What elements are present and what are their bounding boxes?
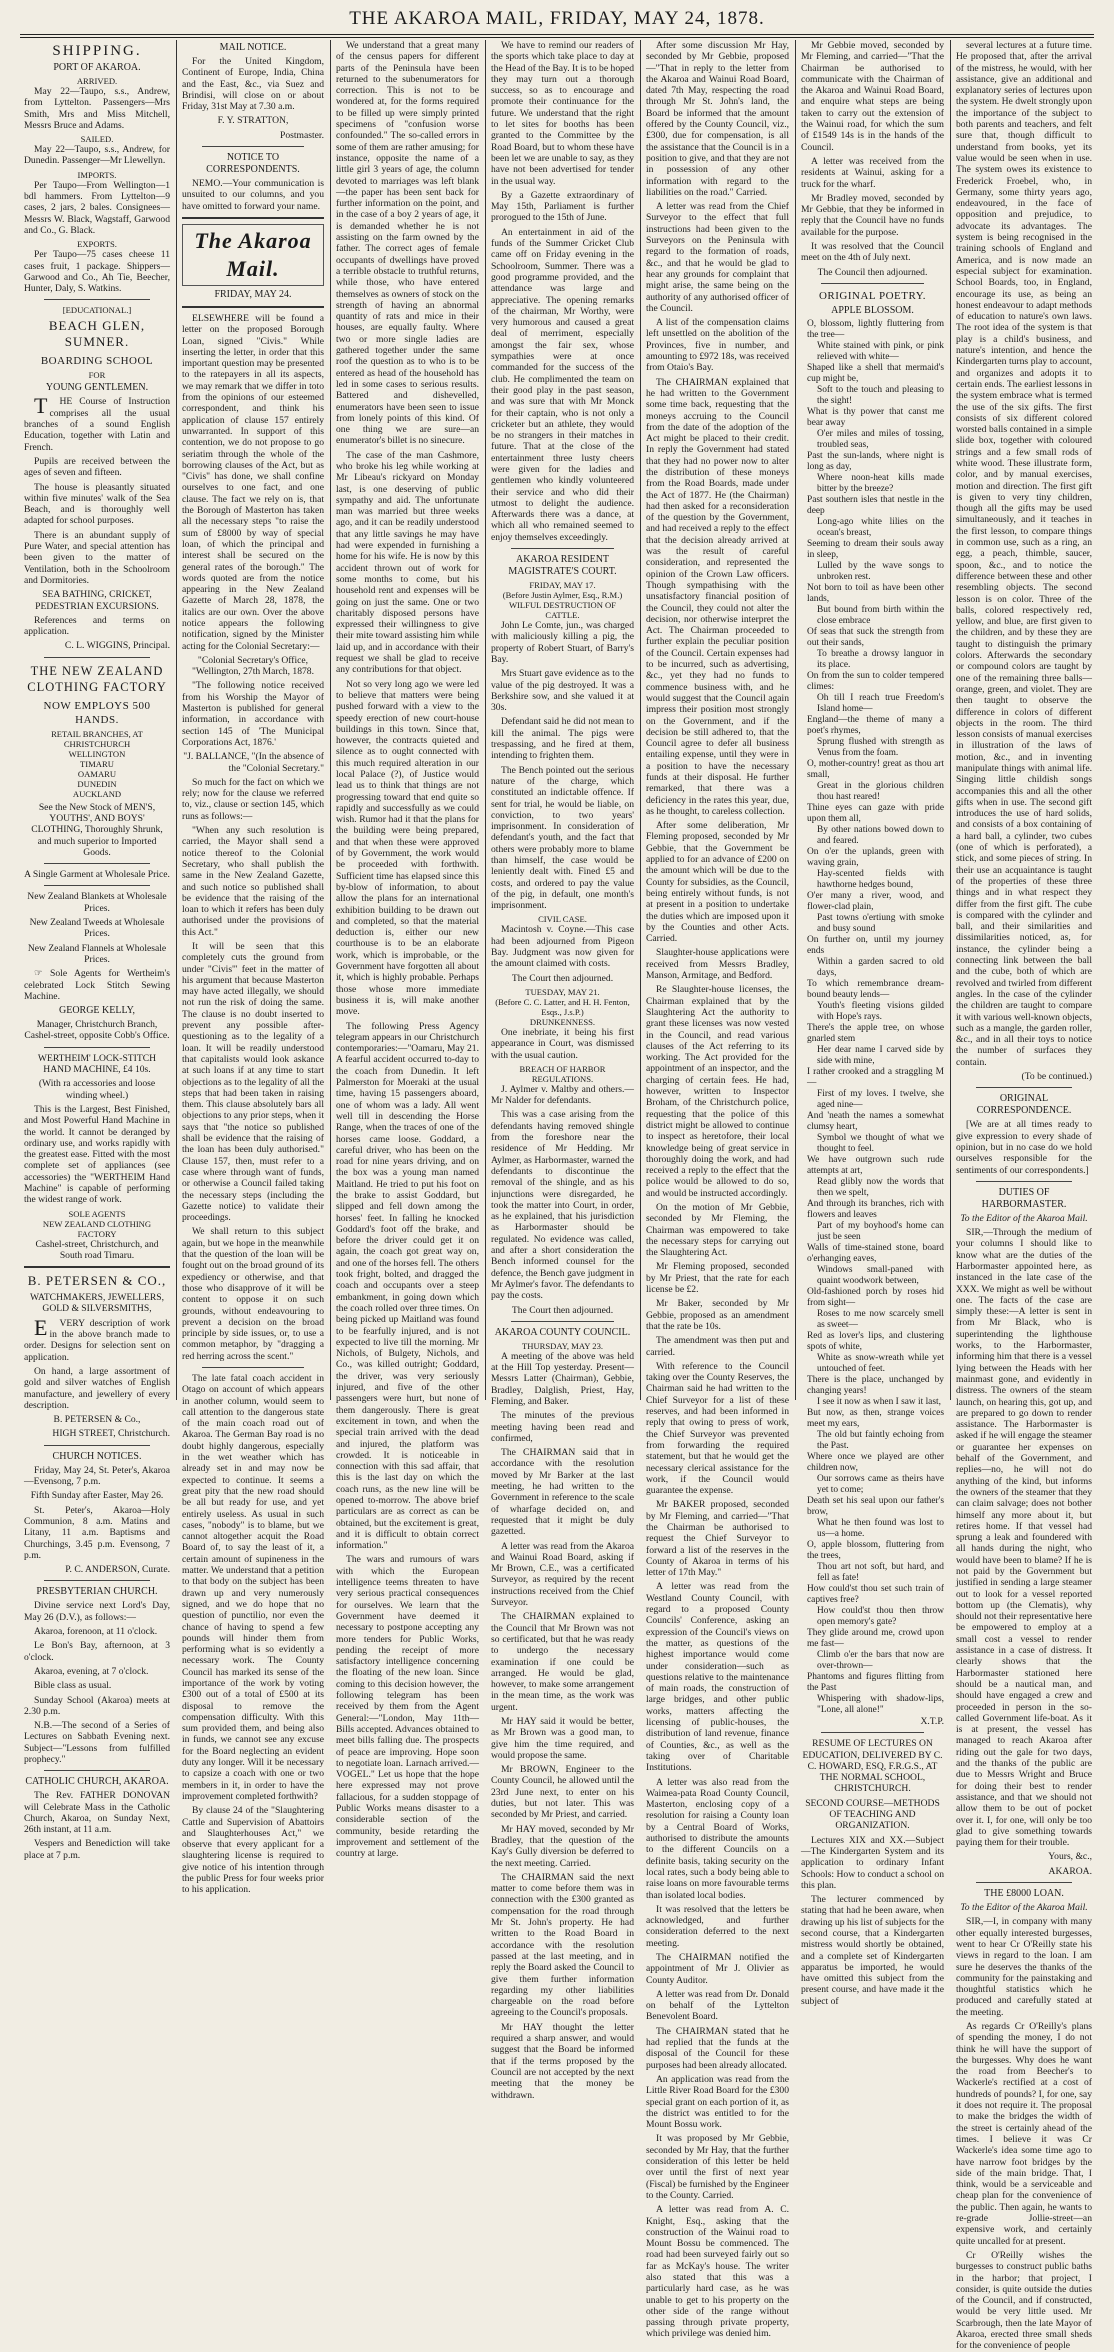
council-p: Mr Gebbie moved, seconded by Mr Fleming, and carried—"That the Chairman be authorised to communicate with the Chairman of the Akaroa and Wainui Road Board, and enquire what steps are being taken to carry out the extension of the Wainui road, for which the sum of £1549 14s is in the hands of the Council. [801, 40, 944, 153]
sole-agents: SOLE AGENTS [68, 1208, 126, 1219]
column-2 [182, 40, 324, 1896]
poem-line: To which remembrance dream-bound beauty lends— [807, 978, 944, 1000]
poem-line: England—the theme of many a poet's rhymes, [807, 714, 944, 736]
council-p: Mr BAKER proposed, seconded by Mr Fleming, and carried—"That the Chairman be authorised to request the Chief Surveyor to forward a list of the reserves in the County of Akaroa in terms of his letter of 17th May." [646, 1499, 789, 1579]
poem-line: Walls of time-stained stone, board o'erhanging eaves, [807, 1242, 944, 1264]
editorial-p: "J. BALLANCE, "(In the absence of the "Colonial Secretary." [183, 751, 324, 774]
poem-line: Her dear name I carved side by side with mine, [817, 1044, 944, 1066]
divider [44, 1445, 150, 1446]
council-p: The minutes of the previous meeting having been read and confirmed, [491, 1410, 634, 1444]
council-p: Mr Baker, seconded by Mr Gebbie, proposed as an amendment that the rate be 10s. [646, 1298, 789, 1332]
poem-line: O, mother-country! great as thou art small, [807, 758, 944, 780]
arrived-heading: ARRIVED. [76, 76, 118, 86]
council-p: A list of the compensation claims left unsettled on the abolition of the Provinces, five in number, and amounting to £972 18s, was received from Otaio's Bay. [646, 317, 789, 374]
council-p: Mr Bradley moved, seconded by Mr Gebbie, that they be informed in reply that the Council have no funds available for the purpose. [801, 192, 944, 238]
poem-line: I rather crooked and a straggling M— [807, 1066, 944, 1088]
petersen-p1: EVERY description of work in the above branch made to order. Designs for selection sent on application. [24, 1314, 170, 1363]
poem-line: Part of my boyhood's home can just be seen [817, 1220, 944, 1242]
church-title: CHURCH NOTICES. [52, 1450, 142, 1462]
news-p: We have to remind our readers of the sports which take place to day at the Head of the Bay. It is to be hoped they may turn out a thorough success, so as to encourage and promote their continuance for the future. We understand that the right to let sites for booths has been granted to the Committee by the Road Board, but to whom these have been let we are unable to say, as they have not been advertised for tender in the usual way. [491, 40, 634, 187]
poem-line: Youth's fleeting visions gilded with Hope's rays. [817, 1000, 944, 1022]
court-title: AKAROA RESIDENT MAGISTRATE'S COURT. [508, 554, 617, 578]
presby-p6: Sunday School (Akaroa) meets at 2.30 p.m. [24, 1694, 170, 1717]
council-p: The amendment was then put and carried. [646, 1335, 789, 1358]
news-p: The wars and rumours of wars with which the European intelligence teems threaten to have very serious practical consequences for ourselves. We learn that the Government have deemed it necessary to postpone accepting any more tenders for Public Works, pending the receipt of more satisfactory intelligence concerning the floating of the new loan. Since coming to this decision however, the following telegram has been received by them from the Agent General:—"London, May 11th—Bills accepted. Advances obtained to meet bills falling due. The prospects of peace are improving. Hope soon to negotiate loan. Larnach arrived.—VOGEL." Let us hope that the hope here expressed may not prove fallacious, for a sudden stoppage of Public Works means disaster to a considerable section of the community, beside retarding the improvement and settlement of the country at large. [336, 1554, 479, 1860]
loan-letter-p: SIR,—I, in company with many other equally interested burgesses, went to hear Cr O'Reilly state his views in regard to the loan. I am sure he deserves the thanks of the community for the painstaking and thoughtful statistics which he produced and carefully stated at the meeting. [956, 1916, 1092, 2018]
council-p: A letter was read from Dr. Donald on behalf of the Lyttelton Benevolent Board. [646, 1988, 789, 2023]
divider [44, 863, 150, 864]
wertheim-with: (With ra accessories and loose winding wheel.) [38, 1078, 156, 1101]
poem-line: How could'st thou set such train of captives free? [807, 1583, 944, 1605]
court-breach-p: J. Aylmer v. Maltby and others.—Mr Nalder for defendants. [491, 1083, 634, 1107]
school-sub: BOARDING SCHOOL [40, 355, 154, 368]
column-rule [640, 40, 641, 1400]
poem-line: There's the apple tree, on whose gnarled stem [807, 1022, 944, 1044]
loan-title: THE £8000 LOAN. [984, 1888, 1064, 1900]
poem-line: O'er miles and miles of tossing, troubled seas, [817, 428, 944, 450]
poem-line: O, blossom, lightly fluttering from the tree— [807, 318, 944, 340]
editorial-p: ELSEWHERE will be found a letter on the proposed Borough Loan, signed "Civis." While inserting the letter, in order that this important question may be presented to the ratepayers in all its aspects, we may remark that we differ in toto from the opinions of our esteemed correspondent, and think his application of clause 157 entirely unwarranted. In support of this contention, we do not propose to go seriatim through the whole of the borrowing clauses of the Act, but as "Civis" has done, we shall confine ourselves to one fact, and one clause. The fact we rely on is, that the Borough of Masterton has taken all the necessary steps "to raise the sum of £8000 by way of special loan, of which the principal and interest shall be secured on the general rates of the borough." The words quoted are from the notice appearing in the New Zealand Gazette of March 28, 1878, the italics are our own. Over the above notice appears the following notification, signed by the Minister acting for the Colonial Secretary:— [182, 312, 324, 652]
clothing-agents-text: Sole Agents for Wertheim's celebrated Lock Stitch Sewing Machine. [24, 968, 170, 1002]
shipping-heading: SHIPPING. [52, 43, 142, 59]
editorial-p: So much for the fact on which we rely; now for the clause we referred to, viz., clause or section 145, which runs as follows:— [182, 776, 324, 822]
court-p: Defendant said he did not mean to kill the animal. The pigs were trespassing, and he fired at them, intending to frighten them. [491, 716, 634, 762]
masthead-rule [20, 34, 1094, 35]
school-who: YOUNG GENTLEMEN. [45, 382, 149, 394]
clothing-see: See the New Stock of MEN'S, YOUTHS', AND BOYS' CLOTHING, Thoroughly Shrunk, and much superior to Imported Goods. [31, 801, 163, 858]
editorial-p: The late fatal coach accident in Otago on account of which appears in another column, would seem to call attention to the dangerous state of the main coach road out of Akaroa. The German Bay road is no doubt highly dangerous, especially in the wet weather which has already set in and may now be expected to continue. It seems a great pity that the new road should be all but ready for use, and yet entirely useless. As usual in such cases, "nobody" is to blame, but we cannot altogether acquit the Road Board of, to say the least of it, a certain amount of supineness in the matter. We understand that a petition to that body on the subject has been drawn up and very numerously signed, and we do hope that no question of punctilio, nor even the chance of having to spend a few pounds will hinder them from performing what is so evidently a necessary work. The County Council has marked its sense of the importance of the work by voting £300 out of a total of £500 at its disposal to remove the compensation difficulty. With this sum provided them, and being also in funds, we cannot see any excuse for the Board neglecting an evident duty any longer. Will it be necessary to capsize a coach with one or two members in it, in order to have the improvement completed forthwith? [182, 1372, 324, 1802]
court-p: The Bench pointed out the serious nature of the charge, which constituted an indictable offence. If sent for trial, he would be liable, on conviction, to two years' imprisonment. In consideration of defendant's youth, and the fact that others were probably more to blame than himself, the case would be leniently dealt with. Fined £5 and costs, and ordered to pay the value of the pig, in default, one month's imprisonment. [491, 764, 634, 912]
petersen-sub: WATCHMAKERS, JEWELLERS, GOLD & SILVERSMITHS, [29, 1292, 165, 1315]
church-p3: St. Peter's, Akaroa—Holy Communion, 8 a.m. Matins and Litany, 11 a.m. Baptisms and Churchings, 3.45 p.m. Evensong, 7 p.m. [24, 1504, 170, 1561]
presby-p2: Akaroa, forenoon, at 11 o'clock. [34, 1626, 158, 1638]
harbor-sign-2: AKAROA. [1048, 1865, 1092, 1877]
council-p: After some discussion Mr Hay, seconded by Mr Gebbie, proposed—"That in reply to the letter from the Akaroa and Wainui Road Board, dated 7th May, respecting the road through Mr St. John's land, the Board be informed that the amount offered by the County Council, viz., £300, due for compensation, is all the assistance that the Council is in a position to give, and that they are not in possession of any other information with regard to the liabilities on the road." Carried. [646, 40, 789, 198]
court-before-2: (Before C. C. Latter, and H. H. Fenton, Esqs., J.s.P.) [495, 996, 630, 1017]
masthead-rule-2 [20, 37, 1094, 38]
court-p: Macintosh v. Coyne.—This case had been adjourned from Pigeon Bay. Judgment was now given for the amount claimed with costs. [491, 924, 634, 970]
council-p: A letter was read from the Westland County Council, with regard to a proposed County Councils' Conference, asking an expression of the Council's views on the matter, as questions of the highest importance would come under consideration—such as questions relative to the maintenance of main roads, the construction of large bridges, and other public works, matters affecting the licensing of public-houses, the distribution of land revenue, finance of Counties, &c., as well as the taking over of Charitable Institutions. [646, 1581, 789, 1774]
poem-line: To breathe a drowsy languor in its place. [817, 648, 944, 670]
council-date: THURSDAY, MAY 23. [521, 1340, 604, 1351]
column-4 [491, 40, 634, 2101]
council-p: Mr BROWN, Engineer to the County Council, he allowed until the 23rd June next, to enter on his duties, but not later. This was seconded by Mr Priest, and carried. [491, 1764, 634, 1821]
correspondence-disclaimer: [We are at all times ready to give expression to every shade of opinion, but in no case do we hold ourselves responsible for the sentiments of our correspondents.] [956, 1119, 1092, 1176]
poem-line: Death set his seal upon our father's brow, [807, 1495, 944, 1517]
church-p1: Friday, May 24, St. Peter's, Akaroa—Evensong, 7 p.m. [24, 1464, 170, 1488]
council-p: The Council then adjourned. [817, 266, 928, 278]
court-p: John Le Comte, jun., was charged with maliciously killing a pig, the property of Robert Stuart, of Barry's Bay. [491, 620, 634, 665]
school-name: BEACH GLEN, SUMNER. [48, 318, 146, 350]
poem-line: On o'er the uplands, green with waving grain, [807, 846, 944, 868]
poem-line: What he then found was lost to us—a home. [817, 1517, 944, 1539]
council-p: Mr HAY moved, seconded by Mr Bradley, that the question of the Kay's Gully diversion be deferred to the next meeting. Carried. [491, 1823, 634, 1869]
sailed-text: May 22—Taupo, s.s., Andrew, for Dunedin. Passenger—Mr Llewellyn. [24, 144, 170, 167]
school-signature: C. L. WIGGINS, Principal. [64, 640, 170, 652]
council-p: After some deliberation, Mr Fleming proposed, seconded by Mr Gebbie, that the Government be applied to for an advance of £200 on the amount which will be due to the County for subsidies, as the Council, being entirely without funds, is not at present in a position to undertake the duties which are imposed upon it by the Counties and other Acts. Carried. [646, 820, 789, 945]
poem-line: Where noon-heat kills made bitter by the breeze? [817, 472, 944, 494]
catholic-p1: The Rev. FATHER DONOVAN will Celebrate Mass in the Catholic Church, Akaroa, on Sunday Next, 26th instant, at 11 a.m. [24, 1790, 170, 1836]
news-p: We understand that a great many of the census papers for different parts of the Peninsula have been returned to the subenumerators for correction. This is not to be wondered at, for the forms required to be filled up were simply printed specimens of "confusion worse confounded." The so-called errors in some of them are rather amusing; for instance, opposite the name of a little girl 3 years of age, the column devoted to marriages was left blank—the paper has been sent back for further information on the point, and in the case of a boy 2 years of age, it is demanded whether he is not assisting on the farm owned by the father. The correct ages of female occupants of dwellings have proved a terrible obstacle to truthful returns, while those, who have entered themselves as owners of stock on the strength of having an abnormal quantity of rats and mice in their houses, are equally faulty. Where two or more single ladies are gathered together under the same roof the question as to who is to be entered as head of the household has led in some cases to serious results. Battered and dishevelled, enumerators have been seen to issue from lonely points of this kind. Of one thing we are sure—an enumerator's billet is no sinecure. [336, 40, 479, 447]
poem-line: And through its branches, rich with flowers and leaves [807, 1198, 944, 1220]
poem-line: Symbol we thought of what we thought to feel. [817, 1132, 944, 1154]
manager-name: GEORGE KELLY, [58, 1005, 136, 1017]
poem-line: I see it now as when I saw it last, [817, 1396, 941, 1407]
clothing-g1: A Single Garment at Wholesale Price. [24, 869, 170, 881]
presby-p1: Divine service next Lord's Day, May 26 (D.V.), as follows:— [24, 1600, 170, 1623]
council-p: A meeting of the above was held at the Hill Top yesterday. Present—Messrs Latter (Chairman), Gebbie, Bradley, Dalglish, Priest, Hay, Fleming, and Baker. [491, 1350, 634, 1407]
column-rule [950, 40, 951, 1400]
poem-line: Phantoms and figures flitting from the Past [807, 1671, 944, 1693]
poem-line: Seeming to dream their souls away in sleep, [807, 538, 944, 560]
clothing-agents [24, 968, 170, 1002]
poem-signature: X.T.P. [920, 1715, 944, 1727]
council-p: A letter was also read from the Waimea-pata Road County Council, Masterton, enclosing copy of a resolution for raising a County loan by a Central Board of Works, authorised to distribute the amounts to the different Councils on a definite basis, taking security on the local rates, such a body being able to raise loans on more favourable terms than isolated local bodies. [646, 1776, 789, 1901]
mail-sig: F. Y. STRATTON, [217, 115, 289, 127]
sailed-heading: SAILED. [80, 134, 114, 145]
port-heading: PORT OF AKAROA. [53, 62, 141, 73]
town-oamaru: OAMARU [77, 768, 117, 779]
poem-line: Not born to toil as have been other lands, [807, 582, 944, 604]
poem-line: Long-ago white lilies on the ocean's breast, [817, 516, 944, 538]
town-timaru: TIMARU [80, 758, 114, 769]
loan-letter-p: Cr O'Reilly wishes the burgesses to construct public baths in the harbor; that project, I consider, is quite outside the duties of the Council, and if constructed, would be very little used. Mr Scarbrough, then the late Mayor of Akaroa, erected three small sheds for the convenience of people [956, 2249, 1092, 2352]
presby-p7: N.B.—The second of a Series of Lectures on Sabbath Evening next. Subject—"Lessons from fulfilled prophecy." [24, 1720, 170, 1765]
court-p: Mrs Stuart gave evidence as to the value of the pig destroyed. It was a Berkshire sow, and she valued it at 30s. [491, 668, 634, 714]
editorial-p: It will be seen that this completely cuts the ground from under "Civis'" feet in the matter of his argument that because Masterton may have acted illegally, we should not run the risk of doing the same. The clause is no doubt inserted to prevent any possible after-questioning as to the legality of a loan. It will be readily understood that capitalists would look askance at such loans if at any time to start objections as to the legality of all the steps that had been taken in raising them. This clause absolutely bars all objections to any prior steps, when it says that "the notice so published shall be evidence that the raising of the loan has been duly authorised." Clause 157, then, must refer to a case where through want of funds, or otherwise a Council failed taking the necessary steps (including the Gazette notice) to validate their proceedings. [182, 941, 324, 1224]
petersen-sig: B. PETERSEN & Co., [53, 1414, 141, 1426]
column-5 [646, 40, 789, 2340]
divider [511, 548, 614, 549]
church-sig: P. C. ANDERSON, Curate. [65, 1564, 170, 1576]
divider [44, 299, 150, 300]
clothing-g2: New Zealand Blankets at Wholesale Prices. [27, 891, 167, 914]
harbor-sign-1: Yours, &c., [1048, 1851, 1092, 1863]
poem-line: What is thy power that canst me bear away [807, 406, 944, 428]
editorial-p: We shall return to this subject again, but we hope in the meanwhile that the question of the loan will be fought out on the broad ground of its expediency or otherwise, and that those who disapprove of it will be content to oppose it on such grounds, without endeavouring to prevent a decision on the broad principle by side issues, or, to use a common metaphor, by "dragging a red herring across the scent." [182, 1226, 324, 1362]
editorial-p: By clause 24 of the "Slaughtering Cattle and Supervision of Abattoirs and Slaughterhouses Act," we observe that every applicant for a slaughtering license is required to give notice of his intention through the public Press for four weeks prior to his application. [182, 1805, 324, 1896]
divider [976, 1087, 1072, 1088]
poem [807, 319, 944, 1716]
divider [976, 1882, 1072, 1883]
council-p: A letter was read from the Chief Surveyor to the effect that full instructions had been given to the Surveyors on the Peninsula with regard to the formation of roads, &c., and that he would be glad to hear any grounds for complaint that might arise, the same being on the authority of any authorised officer of the Council. [646, 201, 789, 314]
clothing-g3: New Zealand Tweeds at Wholesale Prices. [29, 917, 165, 940]
poem-line: But now, as then, strange voices meet my ears, [807, 1407, 944, 1429]
council-p: The CHAIRMAN said that in accordance with the resolution moved by Mr Barker at the last meeting, he had written to the Government in reference to the scale of wharfage decided on, and requested that it might be duly gazetted. [491, 1447, 634, 1538]
catholic-p2: Vespers and Benediction will take place at 7 p.m. [24, 1838, 170, 1861]
poem-line: Oh till I reach true Freedom's Island home— [817, 692, 944, 714]
poem-line: White as snow-wreath while yet untouched of feet. [817, 1352, 944, 1374]
poem-line: Past towns o'ertiung with smoke and busy sound [817, 912, 944, 934]
column-3 [336, 40, 479, 1860]
loan-to: To the Editor of the Akaroa Mail. [960, 1902, 1088, 1914]
imports-text: Per Taupo—From Wellington—1 bdl hammers. From Lyttelton—9 cases, 2 jars, 2 bales. Consignees—Messrs W. Black, Wagstaff, Garwood and Co., G. Black. [24, 179, 170, 236]
petersen-addr: HIGH STREET, Christchurch. [52, 1428, 170, 1440]
divider [44, 1770, 150, 1771]
column-1 [24, 40, 170, 1861]
presby-title: PRESBYTERIAN CHURCH. [36, 1586, 158, 1598]
poem-line: We have outgrown such rude attempts at art, [807, 1154, 944, 1176]
imports-heading: IMPORTS. [77, 169, 117, 180]
lectures-sub: SECOND COURSE—METHODS OF TEACHING AND ORGANIZATION. [805, 1797, 940, 1832]
divider [821, 1732, 924, 1733]
court-drunk: DRUNKENNESS. [529, 1016, 596, 1027]
council-p: The CHAIRMAN explained that he had written to the Government some time back, requesting that the moneys accruing to the Council from the date of the adoption of the Act might be placed to their credit. In reply the Government had stated that they had no power now to alter the distribution of these moneys from the Road Boards, made under the Act of 1877. He (the Chairman) had then asked for a reconsideration of the question by the Government, and had received a reply to the effect that the decision already arrived at was the result of careful consideration, and represented the opinion of the Crown Law officers. Though sympathising with the unsatisfactory financial position of the Council, they could not alter the decision, nor otherwise interpret the Act. The Chairman proceeded to further explain the peculiar position of the Council. Certain expenses had to be incurred, such as advertising, &c., yet they had no funds to commence business with, and he would suggest that the Council again impress their position most strongly on the Government, and if the decision be still adhered to, that the Council agree to defer all business entailing expense, until they were in a position to have the necessary funds at their disposal. He further remarked, that there was a deficiency in the rates this year, due, as he thought, to careless collection. [646, 376, 789, 817]
school-p1: THE Course of Instruction comprises all the usual branches of a sound English Education, together with Latin and French. [24, 393, 170, 453]
exports-heading: EXPORTS. [77, 239, 117, 250]
court-before: (Before Justin Aylmer, Esq., R.M.) [502, 590, 623, 601]
divider [976, 1181, 1072, 1182]
news-p: Not so very long ago we were led to believe that matters were being pushed forward with a view to the speedy erection of new court-house buildings in this town. Since that, however, the contracts quieted and silence as to ought connected with this much required alteration in our local Palace (?), of Justice would lead us to think that things are not progressing toward that end quite so rapidly and successfully as we could wish. Rumor had it that the plans for the building were being prepared, and that when these were approved of by Government, the work would be proceeded with forthwith. Sufficient time has elapsed since this by-blow of information, to about allow the plans for an international exhibition building to be drawn out and completed, so that the material deduction is, either our new courthouse is to be an elaborate work, which is improbable, or the Government have forgotten all about it, which is highly probable. Perhaps those whose more immediate business it is, will make another move. [336, 678, 479, 1018]
poem-line: Read glibly now the words that then we spelt, [817, 1176, 944, 1198]
mail-role: Postmaster. [280, 129, 324, 141]
poem-line: The old but faintly echoing from the Past. [817, 1429, 944, 1451]
council-p: Mr Fleming proposed, seconded by Mr Priest, that the rate for each license be £2. [646, 1261, 789, 1296]
town-dunedin: DUNEDIN [77, 778, 117, 789]
divider [44, 657, 150, 658]
column-7 [956, 40, 1092, 2352]
to-be-continued: (To be continued.) [1021, 1071, 1092, 1083]
petersen-title: B. PETERSEN & CO., [27, 1273, 167, 1289]
poem-line: White stained with pink, or pink relieved with white— [817, 340, 944, 362]
court-breach: BREACH OF HARBOR REGULATIONS. [519, 1063, 606, 1084]
petersen-p2: On hand, a large assortment of gold and silver watches of English manufacture, and jewellery of every description. [24, 1365, 170, 1411]
court-date: FRIDAY, MAY 17. [529, 580, 596, 591]
paper-title: The Akaroa Mail. [182, 224, 324, 286]
poem-line: On further on, until my journey ends [807, 934, 944, 956]
news-p: By a Gazette extraordinary of May 15th, Parliament is further prorogued to the 15th of June. [491, 189, 634, 224]
poem-line: Sprung flushed with strength as Venus from the foam. [817, 736, 944, 758]
poem-line: Our sorrows came as theirs have yet to come; [817, 1473, 944, 1495]
court-breach-p2: This was a case arising from the defendants having removed shingle from the foreshore near the residence of Mr Hedding. Mr Aylmer, as Harbormaster, warned the defendants to discontinue the removal of the shingle, and as his injunctions were disregarded, he took the matter into Court, in order, as he explained, that his jurisdiction as Harbormaster should be regulated. No evidence was called, and after a short consideration the Bench informed counsel for the defence, the Bench gave judgment in Mr Aylmer's favor. The defendants to pay the costs. [491, 1109, 634, 1302]
clothing-branches: RETAIL BRANCHES, AT [51, 728, 143, 739]
lectures-title: RESUME OF LECTURES ON EDUCATION, DELIVERED BY C. C. HOWARD, ESQ, F.R.G.S., AT THE NORMAL SCHOOL, CHRISTCHURCH. [802, 1738, 943, 1795]
school-tag: [EDUCATIONAL.] [62, 305, 132, 316]
poem-line: But bound from birth within the close embrace [817, 604, 944, 626]
poem-line: And 'neath the names a somewhat clumsy heart, [807, 1110, 944, 1132]
clothing-title: THE NEW ZEALAND CLOTHING FACTORY [27, 663, 167, 694]
poem-line: Red as lover's lips, and clustering spots of white, [807, 1330, 944, 1352]
poem-line: How could'st thou then throw open memory's gate? [817, 1605, 944, 1627]
exports-text: Per Taupo—75 cases cheese 11 cases fruit, 1 package. Shippers—Garwood and Co., Ah Tie, Beecher, Hunter, Daly, S. Watkins. [24, 249, 170, 295]
clothing-address: Cashel-street, Christchurch, and South road Timaru. [35, 1238, 159, 1261]
court-end: The Court then adjourned. [511, 1304, 614, 1316]
editorial-p: "The following notice received from his Worship the Mayor of Masterton is published for general information, in accordance with section 145 of 'The Municipal Corporations Act, 1876.' [182, 680, 324, 748]
column-rule [485, 40, 486, 1400]
wertheim-desc: This is the Largest, Best Finished, and Most Powerful Hand Machine in the world. It cannot be deranged by ordinary use, and works rapidly with the greatest ease. Fitted with the most complete set of appliances (see accessories) the "WERTHEIM Hand Machine" is capable of performing the widest range of work. [24, 1103, 170, 1206]
divider [44, 885, 150, 886]
council-p: It was resolved that the Council meet on the 4th of July next. [801, 241, 944, 264]
poem-title: APPLE BLOSSOM. [831, 304, 914, 316]
editorial-p: "Colonial Secretary's Office, "Wellington, 27th March, 1878. [192, 654, 314, 678]
column-6 [801, 40, 944, 2007]
divider [182, 306, 324, 308]
presby-p4: Akaroa, evening, at 7 o'clock. [34, 1665, 149, 1677]
poem-line: Great in the glorious children thou hast reared! [817, 780, 944, 802]
court-case: WILFUL DESTRUCTION OF CATTLE. [508, 600, 617, 621]
presby-p5: Bible class as usual. [34, 1680, 112, 1692]
presby-p3: Le Bon's Bay, afternoon, at 3 o'clock. [24, 1640, 170, 1663]
poem-line: Thine eyes can gaze with pride upon them all, [807, 802, 944, 824]
column-rule [330, 40, 331, 1400]
correspondence-section: ORIGINAL CORRESPONDENCE. [976, 1093, 1072, 1117]
divider [24, 1266, 170, 1268]
council-p: Slaughter-house applications were received from Messrs Bradley, Manson, Armitage, and Bedford. [646, 947, 789, 982]
council-p: Re Slaughter-house licenses, the Chairman explained that by the Slaughtering Act the authority to grant these licenses was now vested in the Council, and read various clauses of the Act referring to its working. The Act provided for the appointment of an inspector, and the charging of certain fees. He had, however, written to Inspector Broham, of the Christchurch police, requesting that the police of this district might be allowed to continue to inspect as heretofore, their local knowledge being of great service in thoroughly doing the work, and had received a reply to the effect that the police would be allowed to do so, and would be instructed accordingly. [646, 984, 789, 1199]
mail-title: MAIL NOTICE. [219, 42, 287, 53]
lectures-p1: Lectures XIX and XX.—Subject—The Kindergarten System and its application to ordinary Infant Schools: How to conduct a school on this plan. [801, 1834, 944, 1891]
council-p: It was proposed by Mr Gebbie, seconded by Mr Hay, that the further consideration of this letter be held over until the first of next year (Fiscal) be furnished by the Engineer to the County. Carried. [646, 2133, 789, 2201]
column-rule [176, 40, 177, 1400]
poem-line: O, apple blossom, fluttering from the trees, [807, 1539, 944, 1561]
poem-line: They glide around me, crowd upon me fast— [807, 1627, 944, 1649]
poem-line: Past the sun-lands, where night is long as day, [807, 450, 944, 472]
council-p: A letter was received from the residents at Wainui, asking for a truck for the wharf. [801, 155, 944, 190]
divider [511, 1321, 614, 1322]
poem-line: Thou art not soft, but hard, and fell as fate! [817, 1561, 944, 1583]
poem-line: Of seas that suck the strength from out their sands, [807, 626, 944, 648]
sole-agents-2: NEW ZEALAND CLOTHING FACTORY [42, 1218, 152, 1239]
poem-line: Windows small-paned with quaint woodwork between, [817, 1264, 944, 1286]
corr-title: NOTICE TO CORRESPONDENTS. [206, 152, 300, 176]
wertheim-title: WERTHEIM' LOCK-STITCH HAND MACHINE, £4 10s. [37, 1052, 157, 1076]
poem-line: On from the sun to colder tempered climes: [807, 670, 944, 692]
court-date-2: TUESDAY, MAY 21. [525, 986, 600, 997]
council-p: The CHAIRMAN stated that he had replied that the funds at the disposal of the Council for these purposes had been already allocated. [646, 2025, 789, 2071]
council-p: The CHAIRMAN said the next matter to come before them was in connection with the £300 granted as compensation for the road through Mr St. John's property. He had written to the Road Board in accordance with the resolution passed at the last meeting, and in reply the Board asked the Council to give them further information regarding my other liabilities chargeable on the road before agreeing to the Council's proposals. [491, 1871, 634, 2019]
manager-text: Manager, Christchurch Branch, Cashel-street, opposite Cobb's Office. [24, 1019, 170, 1042]
divider [821, 283, 924, 284]
clothing-g4: New Zealand Flannels at Wholesale Prices. [27, 942, 167, 965]
harbor-letter: SIR,—Through the medium of your columns I should like to know what are the duties of the Harbormaster appointed here, as instanced in the late case of the XXX. We might as well be without one. The facts of the case are simply these:—A letter is sent in from Mr Black, who is superintending the lighthouse works, to the Harbormaster, informing him that there is a vessel lying between the Heads with her mainmast gone, and evidently in distress. The owners of the steam launch, on hearing this, got up, and are prepared to go down to render assistance. The Harbormaster is asked if he will engage the steamer or guarantee her expenses on behalf of the Government, and replies—no, he will not do anything of the kind, but informs the owners of the steamer that they can claim salvage; does not bother himself any more about it, but retires home. If that vessel had sprung a leak and foundered with all hands during the night, who would have been to blame? If he is not paid by the Government but justified in sending a large steamer out to look for a vessel reported bottom up (the Clematis), why should not their representative here be empowered to employ at a small cost a vessel to render assistance in a case of distress. It clearly shows that the Harbormaster stationed here should be a nautical man, and should have engaged a crew and proceeded in person in the so-called Government life-boat. As it is at present, the vessel has managed to reach Akaroa after riding out the gale for two days, and the thanks of the public are due to Messrs Wright and Bruce for doing their best to render assistance, and that we should not allow them to be out of pocket over it. I, for one, will only be too glad to give something towards paying them for their trouble. [956, 1227, 1092, 1849]
poetry-section: ORIGINAL POETRY. [818, 289, 926, 302]
poem-line: Within a garden sacred to old days, [817, 956, 944, 978]
news-p: The following Press Agency telegram appears in our Christchurch contemporaries:—"Oamaru, May 21. A fearful accident occurred to-day to the coach from Dunedin. It left Palmerston for Moeraki at the usual time, having 15 passengers aboard, one of whom was a lady. All went well till in descending the Horse Range, when the traces of one of the horses came loose. Goddard, a careful driver, who has been on the road for nine years driving, and on the box was a young man named Maitland. He tried to put his foot on the brake to assist Goddard, but slipped and fell down among the horses' feet. In falling he knocked Goddard's foot off the brake, and before the driver could get it on again, the coach got great way on, and one of the horses fell. The others took fright, bolted, and dragged the coach and occupants over a steep embankment, in going down which the coach rolled over three times. On being picked up Maitland was found to be fearfully injured, and is not expected to live till the morning. Mr Nichols, of Bulgety, Nichols, and Co., was killed outright; Goddard, the driver, was very seriously injured, and five of the other passengers were hurt, but none of them dangerously. There is great excitement in town, and when the special train arrived with the dead and injured, the platform was crowded. It is noticeable in connection with this sad affair, that this is the last day on which the coach runs, as the new line will be opened to-morrow. The above brief particulars are as correct as can be obtained, but the excitement is great, and it is difficult to obtain correct information." [336, 1020, 479, 1552]
poem-line: First of my loves. I twelve, she aged nine— [817, 1088, 944, 1110]
school-p6: References and terms on application. [24, 614, 170, 638]
loan-letter-p: As regards Cr O'Reilly's plans of spending the money, I do not think he will have the support of the burgesses. Why does he want the road from Beecher's to Wackerle's rectified at a cost of hundreds of pounds? I, for one, say it does not require it. The proposal to make the bridges the width of the street is certainly ahead of the times. I believe it was Cr Wackerle's idea some time ago to have narrow foot bridges by the side of the main bridge. That, I think, would be a serviceable and cheap plan for the convenience of the public. Then again, he wants to re-grade Jollie-street—an expensive work, and certainly quite uncalled for at present. [956, 2020, 1092, 2247]
school-p4: There is an abundant supply of Pure Water, and special attention has been given to the matter of Ventilation, both in the Schoolroom and Dormitories. [24, 529, 170, 586]
news-p: The case of the man Cashmore, who broke his leg while working at Mr Libeau's rickyard on Monday last, is one deserving of public sympathy and aid. The unfortunate man was married but three weeks ago, and it can be readily understood that any little savings he may have had were expended in furnishing a home for his wife. He is now by this accident thrown out of work for some months to come, but his household rent and expenses will be going on just the same. One or two charitably disposed persons have expressed their willingness to give their mite toward assisting him while laid up, and in accordance with their request we shall be glad to receive any contributions for that object. [336, 449, 479, 676]
divider [202, 1367, 304, 1368]
school-for: FOR [88, 370, 106, 381]
town-auckland: AUCKLAND [72, 788, 122, 799]
poem-line: Where once we played are other children now, [807, 1451, 944, 1473]
council-p: Mr HAY said it would be better, as Mr Brown was a good man, to give him the time required, and would propose the same. [491, 1716, 634, 1761]
school-p3: The house is pleasantly situated within five minutes' walk of the Sea Beach, and is thoroughly well adapted for school purposes. [24, 481, 170, 527]
council-title: AKAROA COUNTY COUNCIL. [494, 1326, 631, 1338]
catholic-title: CATHOLIC CHURCH, AKAROA. [25, 1776, 169, 1788]
paper-date: FRIDAY, MAY 24. [214, 288, 292, 300]
corr-body: NEMO.—Your communication is unsuited to our columns, and you have omitted to forward your name. [182, 178, 324, 212]
poem-line: By other nations bowed down to and feared. [817, 824, 944, 846]
news-p: An entertainment in aid of the funds of the Summer Cricket Club came off on Friday evening in the Schoolroom, Summer. There was a good programme provided, and the attendance was large and appreciative. The opening remarks of the chairman, Mr Worthy, were very humorous and caused a great deal of merriment, especially amongst the fair sex, whose sympathies were at once commanded for the success of the club. He complimented the team on their good play in the past season, and was sure that with Mr Monck for their captain, who is not only a cricketer but an athlete, they would be no strangers in their matches in future. That at the close of the entertainment three lusty cheers were given for the ladies and gentlemen who kindly volunteered their service and who did their utmost to delight the audience. Afterwards there was a dance, at which all who remained seemed to enjoy themselves exceedingly. [491, 226, 634, 543]
poem-line: Old-fashioned porch by roses hid from sight— [807, 1286, 944, 1308]
divider [182, 217, 324, 219]
council-p: A letter was read from the Akaroa and Wainui Road Board, asking if Mr Brown, C.E., was a certificated Surveyor, as required by the recent instructions received from the Chief Surveyor. [491, 1540, 634, 1609]
poem-line: Lulled by the wave songs to unbroken rest. [817, 560, 944, 582]
church-p2: Fifth Sunday after Easter, May 26. [30, 1490, 164, 1502]
clothing-employs: NOW EMPLOYS 500 HANDS. [43, 699, 151, 726]
town-wellington: WELLINGTON [68, 748, 126, 759]
council-p: An application was read from the Little River Road Board for the £300 special grant on each portion of it, as the district was entitled to for the Mount Bossu work. [646, 2073, 789, 2131]
column-rule [795, 40, 796, 1400]
arrived-text: May 22—Taupo, s.s., Andrew, from Lyttelton. Passengers—Mrs Smith, Mrs and Miss Mitchell, Messrs Bruce and Adams. [24, 86, 170, 131]
council-p: A letter was read from A. C. Knight, Esq., asking that the construction of the Wainui road to Mount Bossu be commenced. The road had been surveyed fairly out so far as McKay's house. The writer also stated that this was a particularly hard case, as he was unable to get to his property on the other side of the range without passing through private property, which privilege was denied him. [646, 2204, 789, 2340]
council-p: On the motion of Mr Gebbie, seconded by Mr Fleming, the Chairman was empowered to take the necessary steps for carrying out the Slaughtering Act. [646, 1201, 789, 1259]
poem-line: Shaped like a shell that mermaid's cup might be, [807, 362, 944, 384]
pointing-hand-icon: ☞ [34, 968, 43, 980]
council-p: Mr HAY thought the letter required a sharp answer, and would suggest that the Board be informed that if the terms proposed by the Council are not accepted by the next meeting that the money be withdrawn. [491, 2021, 634, 2101]
masthead: THE AKAROA MAIL, FRIDAY, MAY 24, 1878. [349, 8, 765, 29]
town-christchurch: CHRISTCHURCH [63, 738, 131, 749]
poem-line: Climb o'er the bars that now are over-thrown— [817, 1649, 944, 1671]
council-p: With reference to the Council taking over the County Reserves, the Chairman said he had written to the Chief Surveyor for a list of these reserves, and had been informed in reply that owing to press of work, the Chief Surveyor was prevented from forwarding the required statement, but that he would get the necessary clerical assistance for the work, if the Council would guarantee the expense. [646, 1360, 789, 1497]
divider [44, 1047, 150, 1048]
poem-line: Hay-scented fields with hawthorne hedges bound, [817, 868, 944, 890]
court-p: The Court then adjourned. [511, 972, 614, 984]
council-p: It was resolved that the letters be acknowledged, and further consideration deferred to the next meeting. [646, 1903, 789, 1949]
school-p5: SEA BATHING, CRICKET, PEDESTRIAN EXCURSIONS. [35, 589, 159, 612]
council-p: The CHAIRMAN explained to the Council that Mr Brown was not so certificated, but that he was ready to undergo the necessary examination if one could be arranged. He would be glad, however, to make some arrangement in the mean time, as the work was urgent. [491, 1611, 634, 1713]
mail-body: For the United Kingdom, Continent of Europe, India, China and the East, &c., via Suez and Brindisi, will close on or about Friday, 31st May at 7.30 a.m. [182, 56, 324, 113]
editorial-p: "When any such resolution is carried, the Mayor shall send a notice thereof to the Colonial Secretary, who shall publish the same in the New Zealand Gazette, and such notice so published shall be evidence that the raising of the loan to which it refers has been duly authorised under the provisions of this Act." [182, 825, 324, 938]
poem-line: Soft to the touch and pleasing to the sight! [817, 384, 944, 406]
lectures-p: several lectures at a future time. He proposed that, after the arrival of the mistress, he would, with her assistance, give an additional and explanatory series of lectures upon the system. He dwelt strongly upon the importance of the subject to both parents and teachers, and felt sure that, though difficult to understand from books, yet its value would be seen when in use. The system owes its existence to Frederick Froebel, who, in Germany, some thirty years ago, endeavoured, in the face of opposition and prejudice, to advocate its advantages. The system is being recognised in the training schools of England and America, and is now made an especial subject for examination. School Boards, too, in England, encourage its use, as being an honest endeavour to adapt methods of education to nature's own laws. The root idea of the system is that play is a child's business, and nature's intention, and hence the Kindergarten turns play to account, and organizes and adopts it to certain ends. The earliest lessons in the system embrace what is termed the use of the six gifts. The first consists of six different colored worsted balls contained in a simple slide box, together with coloured strings and a few small rods of white wood. These illustrate form, color, and by manual exercises, motion and direction. The first gift is given to very tiny children, though all the gifts may be used simultaneously, and it teaches in the first lesson, to compare things in common use, such as a ring, an egg, a peach, thimble, saucer, spoon, &c., and to notice the difference between these and other resembling objects. The second lesson is on color. Three of the balls, colored respectively red, yellow, and blue, are first given to the children, and by these they are taught to distinguish the primary colors. Afterwards the secondary or compound colors are taught by one of the remaining three balls—orange, green, and violet. They are then taught to observe the difference in colors of different objects in the room. The third lesson consists of manual exercises in illustration of the laws of motion, &c., and in inventing manipulate things with animal life. Singing little childish songs accompanies this and all the other gifts when in use. The second gift introduces the use of hard solids, and consists of a box containing of a hard ball, a cylinder, two cubes (one of which is perforated), a stick, and some pieces of string. In their use an acquaintance is taught of the properties of these three things and in what respect they differ from the first gift. The cube is compared with the cylinder and ball, and their similarities and dissimilarities noticed, as, for instance, the cylinder being a connecting link between the ball and the cube, both of which are revolved and twirled from different angles. In the case of the cylinder the children are taught to compare it with various well-known objects, such as a mangle, the garden roller, &c., and in all their toys to notice the number of surfaces they contain. [956, 40, 1092, 1068]
court-drunk-p: One inebriate, it being his first appearance in Court, was dismissed with the usual caution. [491, 1026, 634, 1061]
divider [202, 146, 304, 147]
lectures-p2: The lecturer commenced by stating that had he been aware, when drawing up his list of subjects for the second course, that a Kindergarten mistress would shortly be obtained, and a complete set of Kindergarten apparatus be imported, he would have omitted this subject from the present course, and have made it the subject of [801, 1894, 944, 2007]
harbor-to: To the Editor of the Akaroa Mail. [960, 1212, 1088, 1224]
poem-line: Past southern isles that nestle in the deep [807, 494, 944, 516]
divider [44, 1580, 150, 1581]
harbor-title: DUTIES OF HARBORMASTER. [981, 1186, 1067, 1210]
school-p2: Pupils are received between the ages of seven and fifteen. [24, 455, 170, 479]
poem-line: O'er many a river, wood, and flower-clad plain, [807, 890, 944, 912]
poem-line: Roses to me now scarcely smell as sweet— [817, 1308, 944, 1330]
poem-line: There is the place, unchanged by changing years! [807, 1374, 944, 1396]
council-p: The CHAIRMAN notified the appointment of Mr J. Olivier as County Auditor. [646, 1951, 789, 1986]
court-civil: CIVIL CASE. [538, 914, 587, 925]
poem-line: Whispering with shadow-lips, "Lone, all alone!" [817, 1693, 944, 1715]
